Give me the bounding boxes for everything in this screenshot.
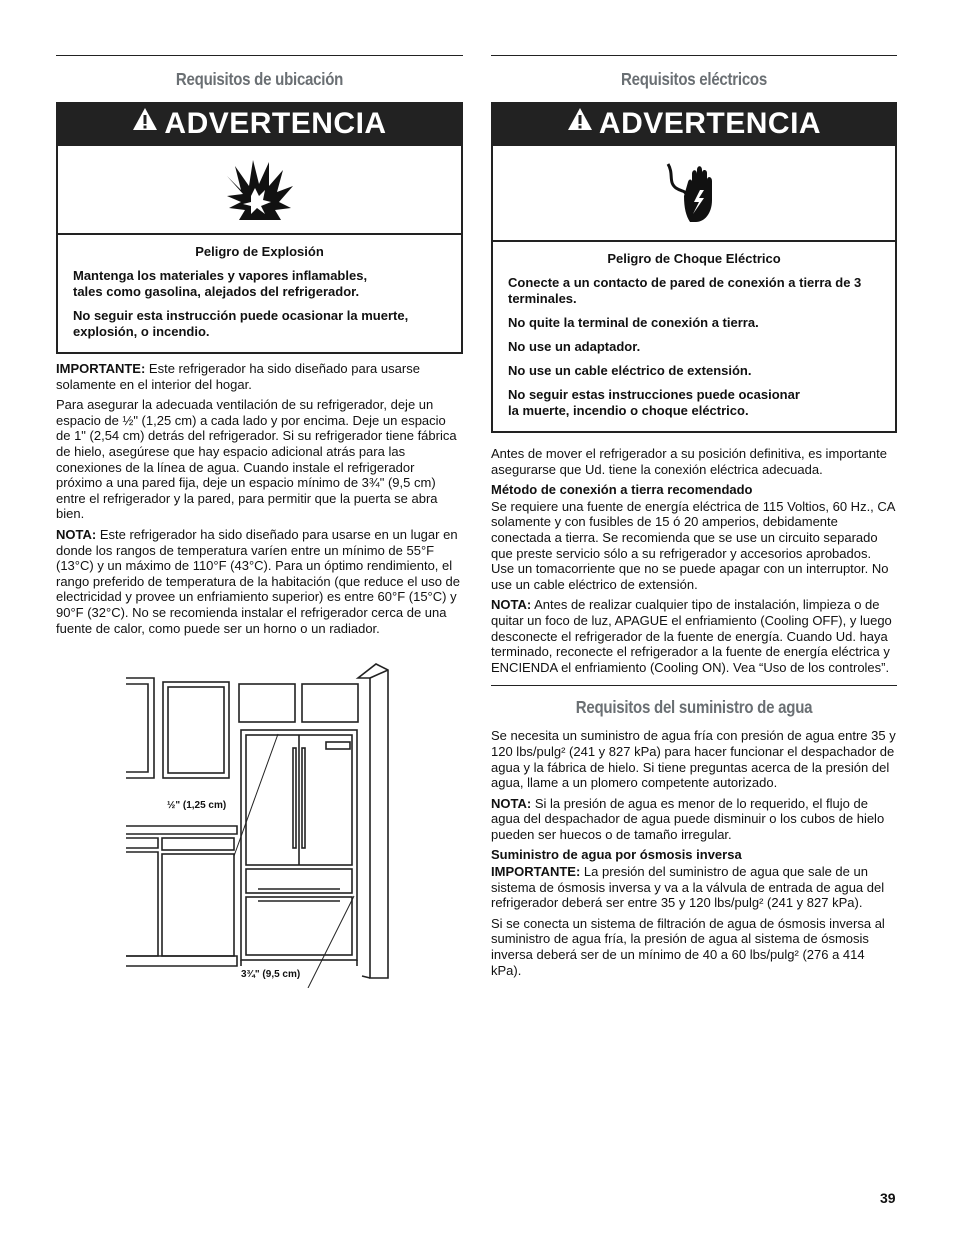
clearance-label-bottom: 3¾" (9,5 cm)	[241, 969, 301, 980]
location-body	[56, 361, 463, 636]
explosion-icon	[225, 156, 295, 224]
explosion-pictogram	[58, 144, 461, 235]
warning-line: Mantenga los materiales y vapores inflamables, tales como gasolina, alejados del refrigerador.	[73, 268, 368, 299]
water-section-rule	[491, 685, 897, 686]
warning-line: No use un adaptador.	[508, 339, 641, 354]
important-paragraph: IMPORTANTE: Este refrigerador ha sido diseñado para usarse solamente en el interior del hogar.	[56, 361, 420, 392]
ro-paragraph: Si se conecta un sistema de filtración de agua de ósmosis inversa al suministro de agua fría, la presión de agua al sistema de ósmosis inversa deberá ser de un mínimo de 40 a 60 lbs/pulg² (276 a 414 kPa).	[491, 915, 885, 978]
page-number: 39	[880, 1190, 896, 1206]
clearance-label-top: ½" (1,25 cm)	[167, 800, 227, 811]
shock-pictogram	[493, 144, 895, 242]
hazard-title: Peligro de Explosión	[195, 244, 324, 259]
warning-consequence: No seguir estas instrucciones puede ocasionar la muerte, incendio o choque eléctrico.	[508, 387, 800, 418]
ro-important-paragraph: IMPORTANTE: La presión del suministro de agua que sale de un sistema de ósmosis inversa y va a la válvula de entrada de agua del refrigerador deberá ser entre 35 y 120 lbs/pulg² (241 y 827 kPa).	[491, 864, 885, 911]
note-paragraph: NOTA: Antes de realizar cualquier tipo de instalación, limpieza o de quitar un foco de luz, APAGUE el enfriamiento (Cooling OFF), y luego desconecte el refrigerador de la fuente de energía. Cuando Ud. haya terminado, reconecte el refrigerador a la fuente de energía eléctrica y ENCIENDA el enfriamiento (Cooling ON). Vea “Uso de los controles”.	[491, 597, 892, 675]
warning-triangle-icon	[567, 102, 593, 142]
kitchen-installation-illustration	[56, 658, 463, 988]
ro-heading: Suministro de agua por ósmosis inversa	[491, 847, 742, 863]
explosion-warning-text	[58, 235, 461, 352]
clearance-diagram	[56, 658, 463, 988]
warning-line: No quite la terminal de conexión a tierra.	[508, 315, 759, 330]
top-rule-right	[491, 55, 897, 56]
section-title-water: Requisitos del suministro de agua	[575, 697, 813, 718]
warning-header	[493, 104, 895, 144]
water-note-paragraph: NOTA: Si la presión de agua es menor de lo requerido, el flujo de agua del despachador de agua puede disminuir o los cubos de hielo pueden ser huecos o de tamaño irregular.	[491, 795, 885, 842]
right-column	[491, 55, 897, 983]
grounding-paragraph: Se requiere una fuente de energía eléctrica de 115 Voltios, 60 Hz., CA solamente y con fusibles de 15 ó 20 amperios, debidamente conectada a tierra. Se recomienda que se use un circuito separado que preste servicio sólo a su refrigerador y accesorios aprobados. Use un tomacorriente que no se puede apagar con un interruptor. No use un cable eléctrico de extensión.	[491, 498, 895, 592]
explosion-warning-box	[56, 102, 463, 354]
note-paragraph: NOTA: Este refrigerador ha sido diseñado para usarse en un lugar en donde los rangos de temperatura varíen entre un mínimo de 55°F (13°C) y un máximo de 110°F (43°C). Para un óptimo rendimiento, el rango preferido de temperatura de la habitación (que reduce el uso de electricidad y provee un enfriamiento superior) es entre 60°F (15°C) y 90°F (32°C). No se recomienda instalar el refrigerador cerca de una fuente de calor, como puede ser un horno o un radiador.	[56, 526, 460, 636]
warning-header-text: ADVERTENCIA	[164, 107, 387, 140]
section-title-location: Requisitos de ubicación	[175, 69, 344, 89]
grounding-heading: Método de conexión a tierra recomendado	[491, 482, 753, 498]
water-body	[491, 728, 897, 978]
intro-paragraph: Antes de mover el refrigerador a su posición definitiva, es importante asegurarse que Ud. tiene la conexión eléctrica adecuada.	[491, 446, 887, 477]
water-paragraph: Se necesita un suministro de agua fría con presión de agua entre 35 y 120 lbs/pulg² (241 y 827 kPa) para hacer funcionar el despachador de agua y la fábrica de hielo. Si tiene preguntas acerca de la presión del agua, llame a un plomero competente autorizado.	[491, 728, 896, 791]
warning-header	[58, 104, 461, 144]
warning-triangle-icon	[132, 102, 158, 142]
warning-consequence: No seguir esta instrucción puede ocasionar la muerte, explosión, o incendio.	[73, 308, 409, 339]
top-rule-left	[56, 55, 463, 56]
electric-shock-icon	[664, 160, 724, 226]
left-column	[56, 55, 463, 980]
warning-line: Conecte a un contacto de pared de conexión a tierra de 3 terminales.	[508, 275, 862, 306]
warning-header-text: ADVERTENCIA	[598, 107, 822, 140]
ventilation-paragraph: Para asegurar la adecuada ventilación de su refrigerador, deje un espacio de ½" (1,25 cm) a cada lado y por encima. Deje un espacio de 1" (2,54 cm) detrás del refrigerador. Si su refrigerador tiene fábrica de hielo, asegúrese que hay espacio adicional atrás para las conexiones de la línea de agua. Cuando instale el refrigerador próximo a una pared fija, deje un espacio mínimo de 3¾" (9,5 cm) entre el refrigerador y la pared, para permitir que la puerta se abra bien.	[56, 397, 457, 522]
hazard-title: Peligro de Choque Eléctrico	[607, 251, 781, 266]
shock-warning-box	[491, 102, 897, 433]
warning-line: No use un cable eléctrico de extensión.	[508, 363, 752, 378]
shock-warning-text	[493, 242, 895, 431]
electrical-body	[491, 446, 897, 675]
section-title-electrical: Requisitos eléctricos	[621, 69, 767, 89]
